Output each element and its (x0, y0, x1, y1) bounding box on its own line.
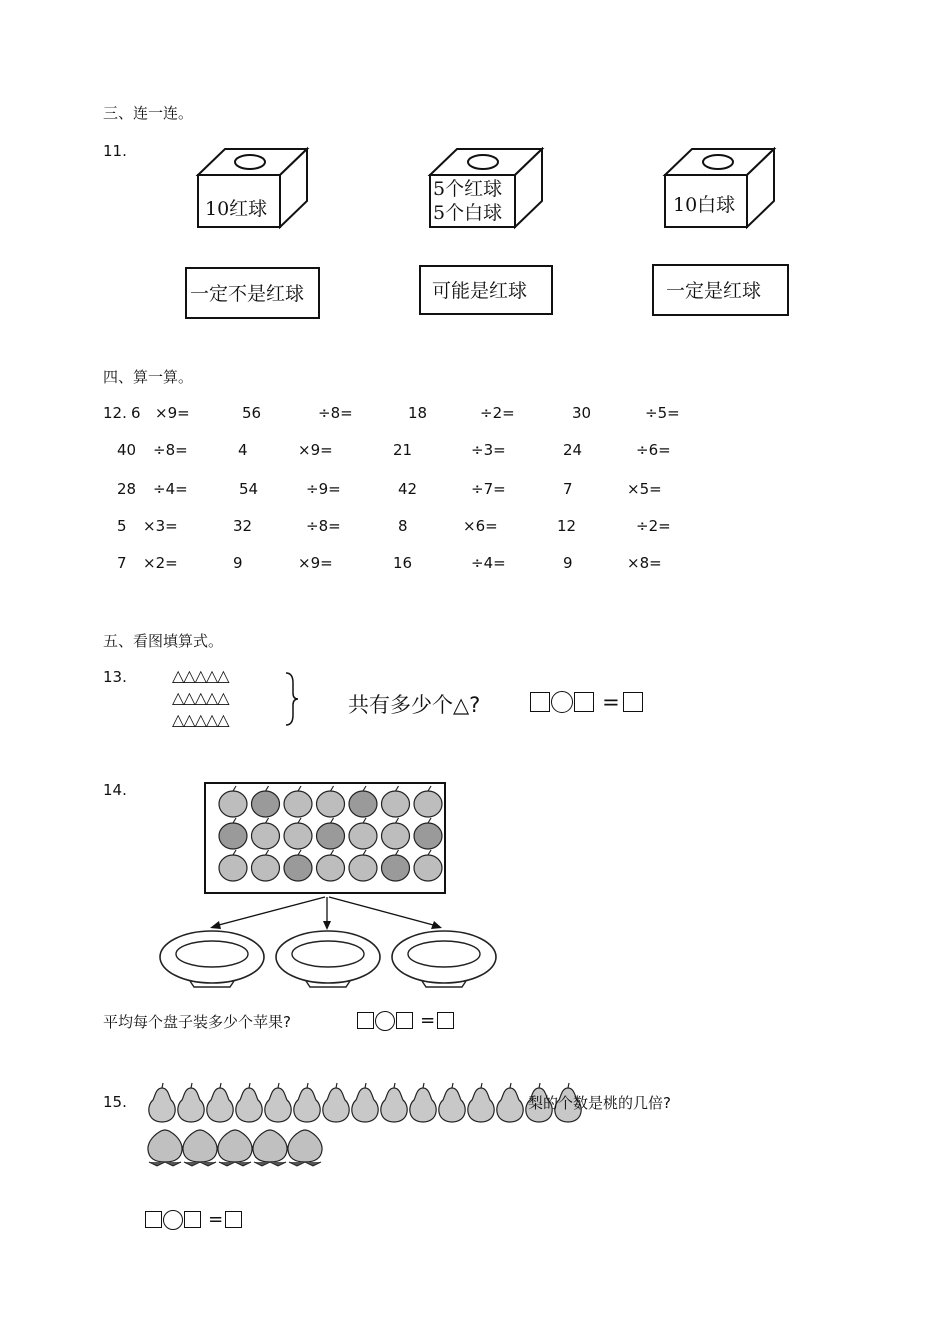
q15-answer-template (145, 1209, 242, 1230)
arrow-left-head-icon (210, 921, 221, 929)
calc-operand: 9 (563, 554, 573, 572)
calc-operator: × (627, 480, 640, 498)
calc-operator-and-result (153, 480, 188, 498)
calc-second-operand: 2= (492, 404, 515, 422)
calc-operand: 7 (563, 480, 573, 498)
calc-operand: 42 (398, 480, 418, 498)
calc-operand: 6 (131, 404, 141, 422)
peach-icon (148, 1130, 182, 1166)
equals-sign: = (602, 690, 620, 714)
peach-icon (183, 1130, 217, 1166)
calc-second-operand: 9= (310, 441, 333, 459)
calc-operator-and-result (143, 554, 178, 572)
answer-box-icon[interactable] (357, 1012, 374, 1029)
calc-operator: ÷ (471, 554, 484, 572)
calc-second-operand: 8= (165, 441, 188, 459)
calc-operator-and-result (636, 441, 671, 459)
calc-second-operand: 9= (318, 480, 341, 498)
answer-box-icon[interactable] (145, 1211, 162, 1228)
arrow-right-head-icon (431, 921, 442, 929)
calc-operator-and-result (480, 404, 515, 422)
calc-operand: 56 (242, 404, 262, 422)
equals-sign: = (420, 1010, 436, 1031)
triangle-row: △△△△△ (172, 688, 229, 707)
calc-operator: × (155, 404, 168, 422)
calc-operator-and-result (318, 404, 353, 422)
card-1-label: 一定不是红球 (190, 283, 305, 305)
question-14-number: 14. (103, 781, 127, 799)
calc-operator: × (143, 517, 156, 535)
peach-icon (253, 1130, 287, 1166)
pear-icon (497, 1083, 523, 1122)
calc-operator-and-result (636, 517, 671, 535)
pear-icon (468, 1083, 494, 1122)
calc-operator: ÷ (480, 404, 493, 422)
card-2-label: 可能是红球 (432, 280, 528, 302)
calc-operand: 54 (239, 480, 259, 498)
answer-box-icon[interactable] (396, 1012, 413, 1029)
calc-operator-and-result (306, 517, 341, 535)
calc-operator: × (463, 517, 476, 535)
calc-second-operand: 6= (648, 441, 671, 459)
peach-icon (288, 1130, 322, 1166)
calc-second-operand: 5= (639, 480, 662, 498)
calc-operator-and-result (306, 480, 341, 498)
calc-second-operand: 7= (483, 480, 506, 498)
calc-operator: ÷ (153, 441, 166, 459)
calc-operator: ÷ (471, 441, 484, 459)
arrow-middle-head-icon (323, 921, 331, 930)
calc-operator-and-result (627, 480, 662, 498)
calc-operand: 24 (563, 441, 583, 459)
calc-operator-and-result (471, 480, 506, 498)
calc-operand: 5 (117, 517, 127, 535)
box-2-label-line2: 5个白球 (433, 202, 503, 224)
calc-operator: ÷ (153, 480, 166, 498)
calc-second-operand: 8= (330, 404, 353, 422)
pear-icon (207, 1083, 233, 1122)
calc-second-operand: 9= (310, 554, 333, 572)
calc-second-operand: 6= (475, 517, 498, 535)
answer-box-icon[interactable] (437, 1012, 454, 1029)
pear-icon (236, 1083, 262, 1122)
pear-icon (439, 1083, 465, 1122)
plate-icon (160, 931, 264, 987)
calc-operator: ÷ (645, 404, 658, 422)
pears-and-peaches-figure (140, 1078, 590, 1173)
calc-operator-and-result (298, 441, 333, 459)
calc-operator: × (627, 554, 640, 572)
calc-operator-and-result (463, 517, 498, 535)
section-4-title: 四、算一算。 (103, 368, 194, 386)
calc-second-operand: 4= (165, 480, 188, 498)
calc-operator: ÷ (306, 480, 319, 498)
section-5-title: 五、看图填算式。 (103, 632, 224, 650)
question-13-number: 13. (103, 668, 127, 686)
question-15-number: 15. (103, 1093, 127, 1111)
calc-operator-and-result (627, 554, 662, 572)
peach-icon (218, 1130, 252, 1166)
calc-second-operand: 5= (657, 404, 680, 422)
brace-icon (284, 671, 300, 727)
pear-icon (294, 1083, 320, 1122)
triangle-row: △△△△△ (172, 666, 229, 685)
calc-second-operand: 2= (648, 517, 671, 535)
calc-second-operand: 4= (483, 554, 506, 572)
operator-circle-icon[interactable] (551, 691, 573, 713)
calc-operand: 32 (233, 517, 253, 535)
calc-operand: 30 (572, 404, 592, 422)
calc-operator-and-result (298, 554, 333, 572)
box-3-label: 10白球 (673, 194, 736, 216)
calc-operand: 9 (233, 554, 243, 572)
calc-second-operand: 8= (318, 517, 341, 535)
calc-operator-and-result (471, 441, 506, 459)
calc-operator: × (298, 441, 311, 459)
calc-operator-and-result (143, 517, 178, 535)
pear-icon (149, 1083, 175, 1122)
calc-operand: 21 (393, 441, 413, 459)
calc-operand: 8 (398, 517, 408, 535)
calc-operator: ÷ (636, 441, 649, 459)
calc-operand: 4 (238, 441, 248, 459)
calc-operand: 16 (393, 554, 413, 572)
calc-operand: 18 (408, 404, 428, 422)
apples-and-plates-figure (150, 775, 500, 990)
q13-answer-template (530, 690, 643, 714)
calc-operand: 12 (557, 517, 577, 535)
pear-icon (410, 1083, 436, 1122)
calc-operator: × (298, 554, 311, 572)
calc-second-operand: 3= (155, 517, 178, 535)
box-1-label: 10红球 (205, 198, 268, 220)
question-12-number: 12. (103, 404, 127, 422)
pear-icon (352, 1083, 378, 1122)
section-3-title: 三、连一连。 (103, 104, 194, 122)
answer-box-icon[interactable] (574, 692, 594, 712)
question-11-number: 11. (103, 142, 127, 160)
equals-sign: = (208, 1209, 224, 1230)
calc-operator: × (143, 554, 156, 572)
box-2-label-line1: 5个红球 (433, 178, 503, 200)
answer-box-icon[interactable] (184, 1211, 201, 1228)
calc-operand: 7 (117, 554, 127, 572)
q14-answer-template (357, 1010, 454, 1031)
plate-icon (392, 931, 496, 987)
pear-icon (178, 1083, 204, 1122)
answer-box-icon[interactable] (623, 692, 643, 712)
calc-operator-and-result (153, 441, 188, 459)
calc-second-operand: 8= (639, 554, 662, 572)
operator-circle-icon[interactable] (375, 1011, 395, 1031)
calc-second-operand: 9= (167, 404, 190, 422)
calc-operator: ÷ (471, 480, 484, 498)
arrow-left (215, 897, 325, 926)
calc-operand: 28 (117, 480, 137, 498)
calc-second-operand: 3= (483, 441, 506, 459)
pear-icon (323, 1083, 349, 1122)
pear-icon (265, 1083, 291, 1122)
calc-operator: ÷ (306, 517, 319, 535)
calc-operand: 40 (117, 441, 137, 459)
answer-box-icon[interactable] (530, 692, 550, 712)
calc-operator-and-result (155, 404, 190, 422)
answer-box-icon[interactable] (225, 1211, 242, 1228)
plate-icon (276, 931, 380, 987)
q15-question: 梨的个数是桃的几倍? (528, 1094, 671, 1112)
calc-operator: ÷ (636, 517, 649, 535)
q13-question: 共有多少个△? (348, 693, 481, 717)
calc-operator-and-result (471, 554, 506, 572)
pear-icon (381, 1083, 407, 1122)
arrow-right (329, 897, 437, 926)
triangle-row: △△△△△ (172, 710, 229, 729)
calc-operator-and-result (645, 404, 680, 422)
calc-operator: ÷ (318, 404, 331, 422)
card-3-label: 一定是红球 (666, 280, 762, 302)
calc-second-operand: 2= (155, 554, 178, 572)
operator-circle-icon[interactable] (163, 1210, 183, 1230)
q14-question: 平均每个盘子装多少个苹果? (103, 1013, 291, 1031)
triangle-group (172, 665, 229, 731)
